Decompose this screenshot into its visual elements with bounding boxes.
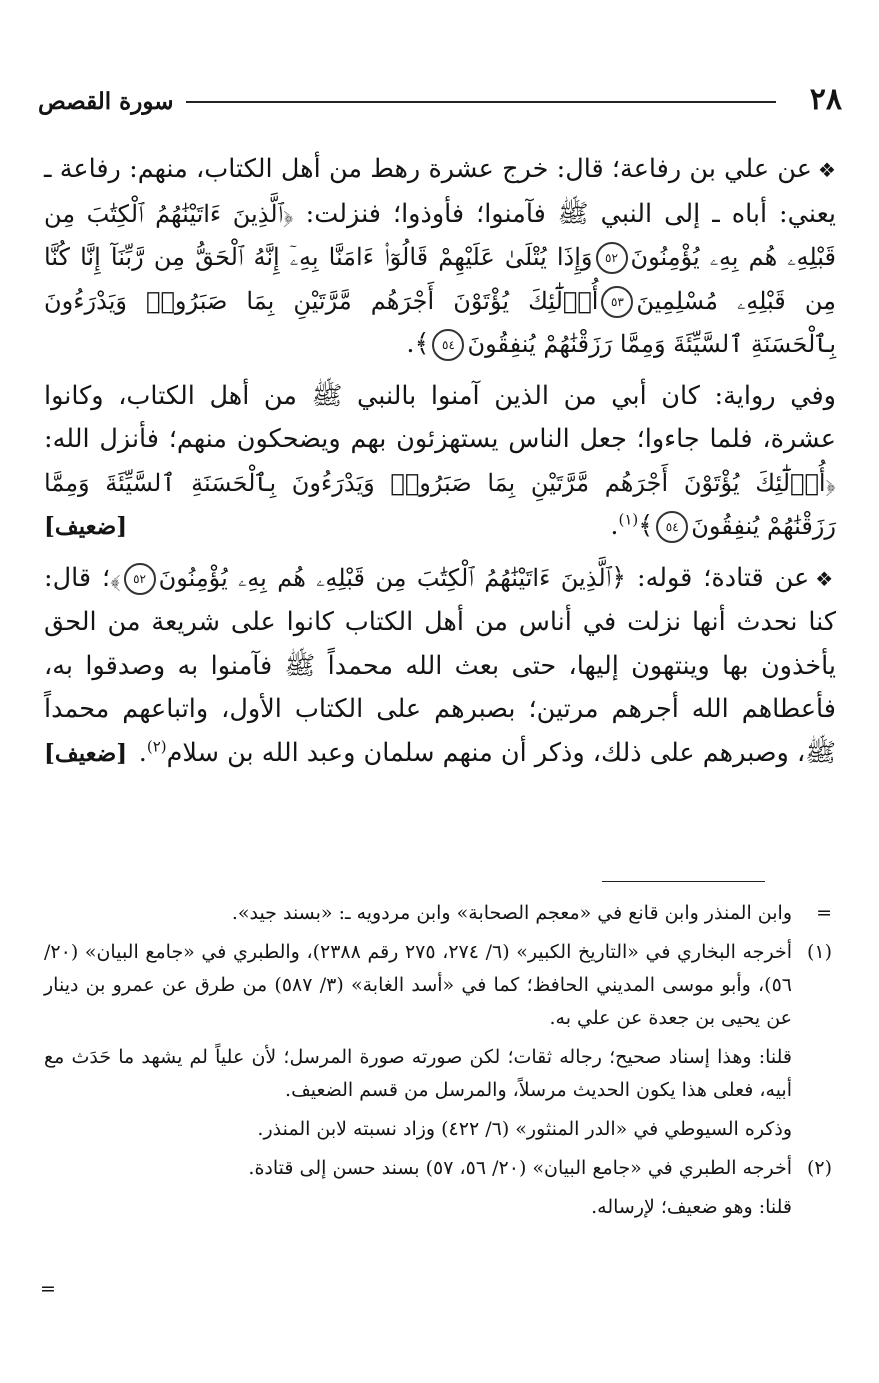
footnote-2 [44,1152,836,1185]
footnote-separator [602,881,765,882]
narration-text: عن علي بن رفاعة؛ قال: خرج عشرة رهط من أهل الكتاب، منهم: رفاعة ـ يعني: أباه ـ إلى النبي ﷺ فآمنوا؛ فأوذوا؛ فنزلت: ﴿ [44,154,836,229]
footnote-text: أخرجه الطبري في «جامع البيان» (٢٠/ ٥٦، ٥٧) بسند حسن إلى قتادة. [248,1157,792,1179]
footnote-2-comment: قلنا: وهو ضعيف؛ لإرساله. [591,1196,792,1218]
narration-qatada [44,557,836,776]
quran-verse: وَإِذَا يُتْلَىٰ عَلَيْهِمْ قَالُوٓا۟ ءَامَنَّا بِهِۦٓ إِنَّهُ ٱلْحَقُّ مِن رَّبِّنَآ إِنَّا كُنَّا مِن قَبْلِهِۦ مُسْلِمِينَ [44,243,836,315]
footnote-ref-2: (٢) [146,737,167,755]
page-header [38,80,842,124]
page-number: ٢٨ [809,82,842,117]
sentence-end: . [610,511,619,541]
grade-label: [ضعيف] [44,513,128,540]
narration-ali-bin-rifaa [44,148,836,367]
diamond-star-icon: ❖ [817,158,836,182]
footnote-text: وابن المنذر وابن قانع في «معجم الصحابة» وابن مردويه ـ: «بسند جيد». [231,902,792,924]
aya-number-badge: ٥٣ [601,286,633,318]
grade-label: [ضعيف] [44,739,128,767]
narration-text: وفي رواية: كان أبي من الذين آمنوا بالنبي ﷺ من أهل الكتاب، وكانوا عشرة، فلما جاءوا؛ جعل الناس يستهزئون بهم ويضحكون منهم؛ فأنزل الله: ﴿ [44,380,836,498]
footnote-continuation [44,897,836,930]
quran-verse: ٱلَّذِينَ ءَاتَيْنَٰهُمُ ٱلْكِتَٰبَ مِن قَبْلِهِۦ هُم بِهِۦ يُؤْمِنُونَ [158,563,612,592]
narration-text: عن قتادة؛ قوله: ﴿ [611,562,810,593]
quran-verse: أُو۟لَٰٓئِكَ يُؤْتَوْنَ أَجْرَهُم مَّرَّتَيْنِ بِمَا صَبَرُوا۟ وَيَدْرَءُونَ بِٱلْحَسَنَةِ ٱلسَّيِّئَةَ وَمِمَّا رَزَقْنَٰهُمْ يُنفِقُونَ [44,286,836,358]
main-text [44,148,836,783]
sentence-end: . [138,737,147,768]
diamond-star-icon: ❖ [815,566,836,591]
footnote-number: (١) [806,941,832,963]
quran-close-bracket: ﴾. [406,329,430,359]
aya-number-badge: ٥٤ [432,329,464,361]
footnote-1-comment: قلنا: وهذا إسناد صحيح؛ رجاله ثقات؛ لكن صورته صورة المرسل؛ لأن علياً لم يشهد ما حَدَث مع أبيه، فعلى هذا يكون الحديث مرسلاً، والمرسل من قسم الضعيف. [44,1046,792,1101]
aya-number-badge: ٥٢ [124,563,156,595]
aya-number-badge: ٥٤ [656,511,688,543]
footnote-1-extra: وذكره السيوطي في «الدر المنثور» (٦/ ٤٢٢) وزاد نسبته لابن المنذر. [257,1118,792,1140]
narration-text: ﴾؛ قال: كنا نحدث أنها نزلت في أناس من أهل الكتاب كانوا على شريعة من الحق يأخذون بها وينتهون إليها، حتى بعث الله محمداً ﷺ فآمنوا به وصدقوا به، فأعطاهم الله أجرهم مرتين؛ بصبرهم على الكتاب الأول، واتباعهم محمداً ﷺ، وصبرهم على ذلك، وذكر أن منهم سلمان وعبد الله بن سلام [44,562,836,768]
footnote-number: (٢) [806,1157,832,1179]
quran-verse: أُو۟لَٰٓئِكَ يُؤْتَوْنَ أَجْرَهُم مَّرَّتَيْنِ بِمَا صَبَرُوا۟ وَيَدْرَءُونَ بِٱلْحَسَنَةِ ٱلسَّيِّئَةَ وَمِمَّا رَزَقْنَٰهُمْ يُنفِقُونَ [44,468,836,540]
narration-variant [44,375,836,549]
footnote-ref-1: (١) [618,510,639,529]
footnotes [44,897,836,1230]
quran-verse: ٱلَّذِينَ ءَاتَيْنَٰهُمُ ٱلْكِتَٰبَ مِن قَبْلِهِۦ هُم بِهِۦ يُؤْمِنُونَ [44,199,837,271]
footnote-text: أخرجه البخاري في «التاريخ الكبير» (٦/ ٢٧٤، ٢٧٥ رقم ٢٣٨٨)، والطبري في «جامع البيان» (٢٠/ ٥٦)، وأبو موسى المديني الحافظ؛ كما في «أسد الغابة» (٣/ ٥٨٧) من طرق عن عمرو بن دينار عن يحيى بن جعدة عن علي به. [44,941,792,1029]
footnote-1 [44,936,836,1035]
surah-title: سورة القصص [38,88,174,115]
continues-next-page-mark: = [40,1278,56,1300]
quran-close-bracket: ﴾ [638,511,654,541]
header-rule [186,101,776,103]
aya-number-badge: ٥٢ [596,242,628,274]
continuation-mark: = [816,902,832,924]
